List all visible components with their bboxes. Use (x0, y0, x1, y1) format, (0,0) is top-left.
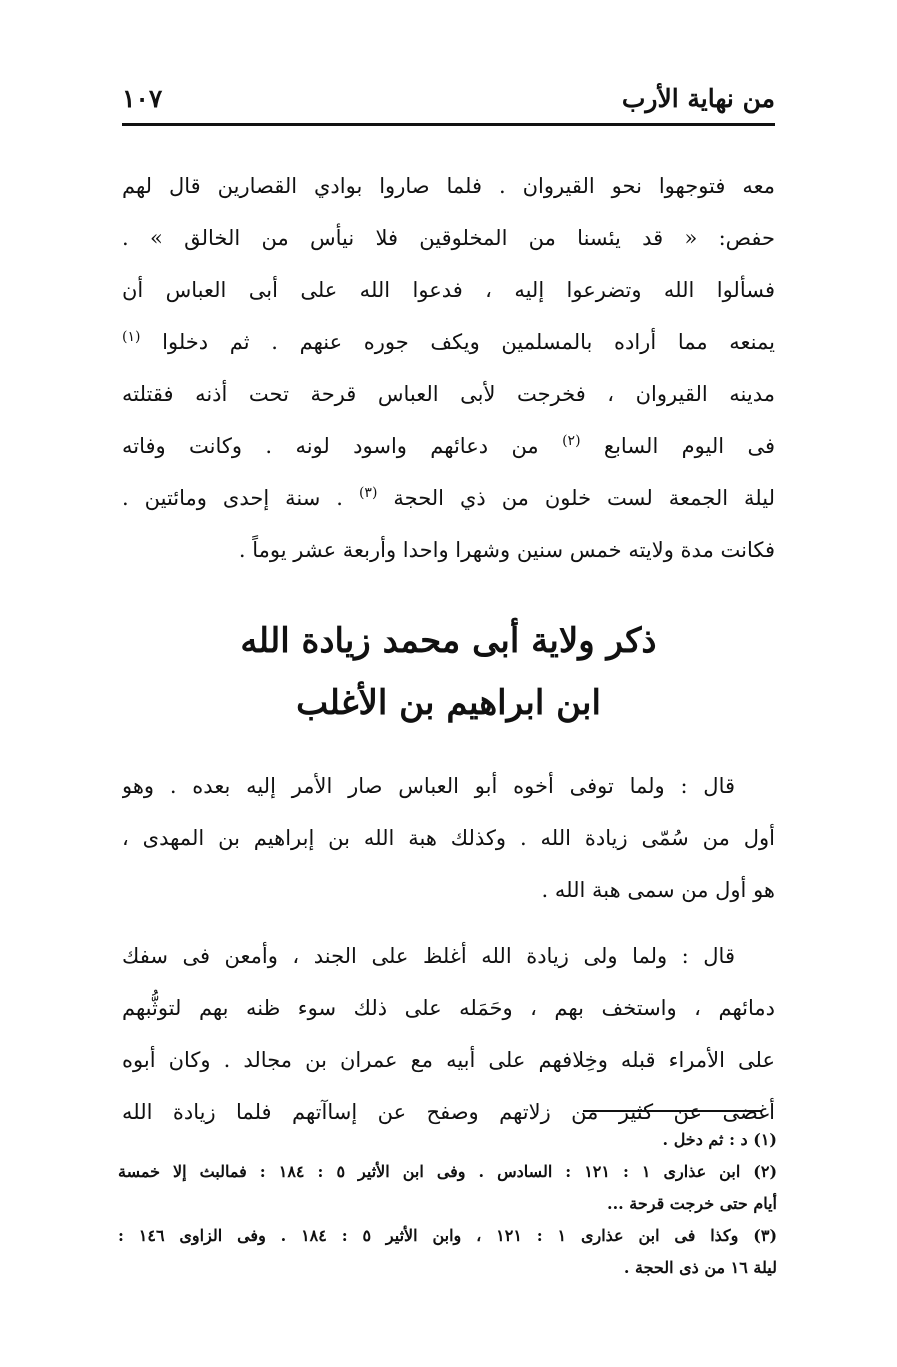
footnote-ref-2: (٢) (562, 433, 581, 449)
text-line: فكانت مدة ولايته خمس سنين وشهرا واحدا وأربعة عشر يوماً . (238, 538, 775, 562)
footnote-rule (583, 1110, 761, 1112)
footnote-line: أيام حتى خرجت قرحة ... (607, 1194, 777, 1213)
footnote-line (118, 1220, 777, 1252)
text-segment: . سنة إحدى ومائتين . (122, 486, 343, 510)
text-line (122, 316, 775, 368)
text-line: حفص: « قد يئسنا من المخلوقين فلا نيأس من الخالق » . (122, 226, 775, 250)
footnote-line: ليلة ١٦ من ذى الحجة . (623, 1258, 777, 1277)
footnote-ref-3: (٣) (358, 485, 378, 501)
text-line: قال : ولما ولى زيادة الله أغلظ على الجند ، وأمعن فى سفك (122, 944, 735, 968)
text-line (122, 420, 775, 472)
page-header (122, 78, 775, 118)
text-line: قال : ولما توفى أخوه أبو العباس صار الأمر إليه بعده . وهو (122, 774, 735, 798)
text-line: معه فتوجهوا نحو القيروان . فلما صاروا بوادي القصارين قال لهم (122, 174, 775, 198)
text-line: هو أول من سمى هبة الله . (541, 878, 775, 902)
footnote-text: د : ثم دخل . (662, 1130, 748, 1149)
footnote-1 (118, 1124, 777, 1156)
footnotes (118, 1124, 777, 1284)
footnote-number: (١) (753, 1130, 777, 1149)
footnote-line (118, 1124, 777, 1156)
footnote-line (118, 1156, 777, 1188)
paragraph-2 (122, 760, 775, 916)
footnote-3 (118, 1220, 777, 1284)
text-line: على الأمراء قبله وخِلافهم على أبيه مع عمران بن مجالد . وكان أبوه (122, 1048, 775, 1072)
text-line: أغضى عن كثير من زلاتهم وصفح عن إساآتهم فلما زيادة الله (122, 1100, 775, 1124)
text-line: فسألوا الله وتضرعوا إليه ، فدعوا الله على أبى العباس أن (122, 278, 775, 302)
text-segment: فى اليوم السابع (603, 434, 775, 458)
paragraph-3 (122, 930, 775, 1138)
header-rule (122, 123, 775, 126)
footnote-number: (٢) (753, 1162, 777, 1181)
page-number: ١٠٧ (122, 83, 163, 113)
main-text (122, 160, 775, 1138)
text-segment: من دعائهم واسود لونه . وكانت وفاته (122, 434, 539, 458)
text-line (122, 472, 775, 524)
footnote-2 (118, 1156, 777, 1220)
footnote-text: ابن عذارى ١ : ١٢١ : السادس . وفى ابن الأثير ٥ : ١٨٤ : فمالبث إلا خمسة (118, 1162, 741, 1181)
heading-line-1: ذكر ولاية أبى محمد زيادة الله (240, 621, 657, 661)
text-line: أول من سُمّى زيادة الله . وكذلك هبة الله بن إبراهيم بن المهدى ، (122, 826, 775, 850)
footnote-number: (٣) (753, 1226, 777, 1245)
paragraph-1 (122, 160, 775, 576)
footnote-text: وكذا فى ابن عذارى ١ : ١٢١ ، وابن الأثير ٥ : ١٨٤ . وفى الزاوى ١٤٦ : (118, 1226, 739, 1245)
text-line: مدينه القيروان ، فخرجت لأبى العباس قرحة تحت أذنه فقتلته (122, 382, 775, 406)
footnote-ref-1: (١) (122, 329, 141, 345)
text-segment: يمنعه مما أراده بالمسلمين ويكف جوره عنهم . ثم دخلوا (162, 330, 775, 354)
heading-line-2: ابن ابراهيم بن الأغلب (296, 683, 601, 723)
text-segment: ليلة الجمعة لست خلون من ذي الحجة (393, 486, 775, 510)
section-heading (122, 610, 775, 734)
text-line: دمائهم ، واستخف بهم ، وحَمَله على ذلك سوء ظنه بهم لتوثُّبهم (122, 996, 775, 1020)
running-title: من نهاية الأرب (621, 83, 775, 113)
